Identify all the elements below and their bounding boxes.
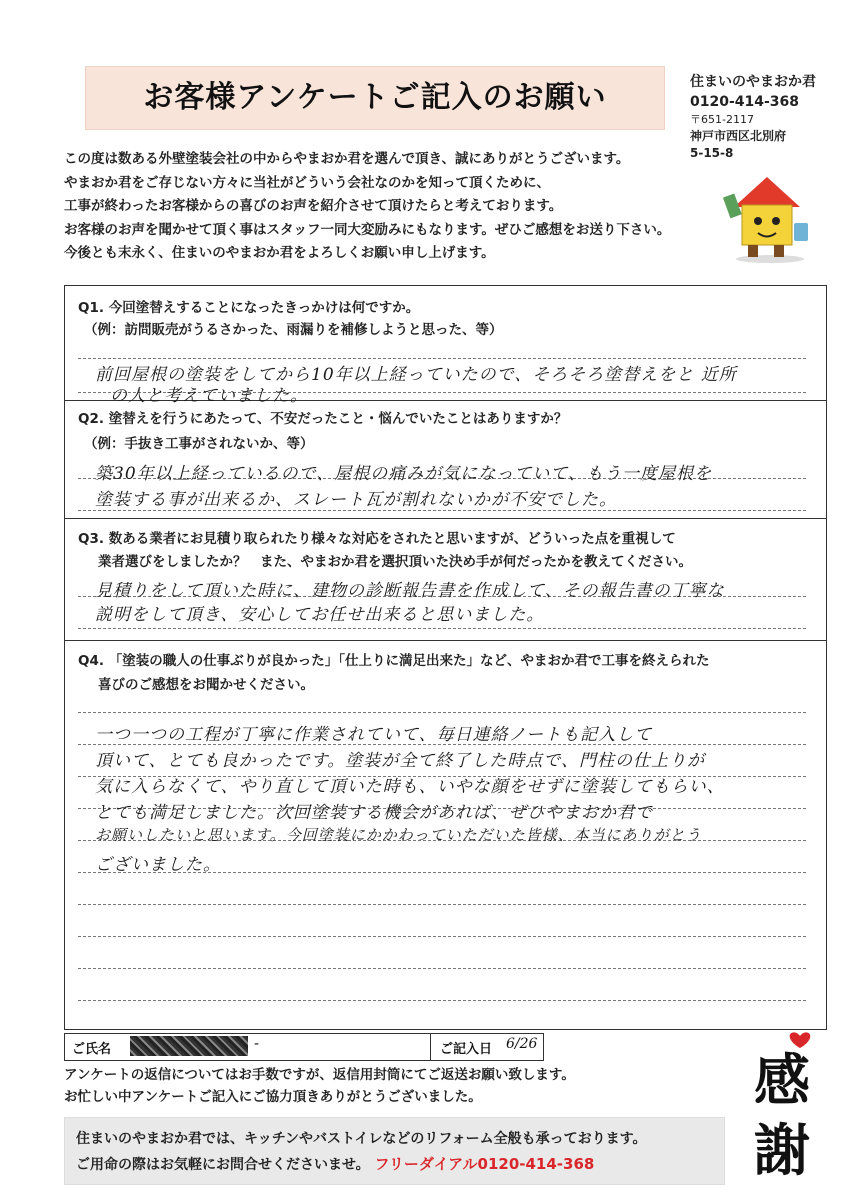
q1-example: （例：訪問販売がうるさかった、雨漏りを補修しようと思った、等） [84, 322, 503, 338]
answer-line [78, 1000, 806, 1001]
q4-answer-line: お願いしたいと思います。今回塗装にかかわっていただいた皆様、本当にありがとう [95, 826, 702, 844]
q4-answer-line: 一つ一つの工程が丁寧に作業されていて、毎日連絡ノートも記入して [95, 725, 653, 745]
intro-text [64, 148, 704, 266]
company-name: 住まいのやまおか君 [690, 74, 816, 90]
date-label: ご記入日 [440, 1042, 493, 1057]
q1-label: Q1. 今回塗替えすることになったきっかけは何ですか。 [78, 300, 420, 316]
q1-answer-line: 前回屋根の塗装をしてから10年以上経っていたので、そろそろ塗替えをと 近所 [95, 365, 737, 385]
footer-text [76, 1127, 647, 1178]
heart-icon [790, 1032, 811, 1048]
q4-answer-line: ございました。 [95, 855, 221, 875]
intro-line: 今後とも末永く、住まいのやまおか君をよろしくお願い申し上げます。 [64, 245, 495, 261]
footer-line: 住まいのやまおか君では、キッチンやバストイレなどのリフォーム全般も承っております。 [76, 1131, 647, 1147]
q2-example: （例：手抜き工事がされないか、等） [84, 436, 314, 452]
stamp-char-2: 謝 [754, 1118, 810, 1184]
q3-label-line1: Q3. 数ある業者にお見積り取られたり様々な対応をされたと思いますが、どういった点を重視して [78, 531, 676, 547]
answer-line [78, 936, 806, 937]
q2-answer-line: 築30年以上経っているので、屋根の痛みが気になっていて、もう一度屋根を [95, 464, 712, 484]
q1-answer-line: の人と考えていました。 [110, 386, 308, 406]
answer-line [78, 358, 806, 359]
name-dash: - [254, 1036, 260, 1052]
date-value: 6/26 [506, 1036, 538, 1052]
q2-answer-line: 塗装する事が出来るか、スレート瓦が割れないかが不安でした。 [95, 490, 617, 510]
q3-answer-line: 見積りをして頂いた時に、建物の診断報告書を作成して、その報告書の丁寧な [95, 581, 725, 601]
intro-line: やまおか君をご存じない方々に当社がどういう会社なのかを知って頂くために、 [64, 174, 550, 191]
company-address-line1: 神戸市西区北別府 [690, 129, 787, 143]
q3-label-line2: 業者選びをしましたか？ また、やまおか君を選択頂いた決め手が何だったかを教えてください。 [98, 554, 692, 570]
name-date-divider [430, 1033, 431, 1061]
q2-label: Q2. 塗替えを行うにあたって、不安だったこと・悩んでいたことはありますか？ [78, 411, 568, 427]
closing-line: お忙しい中アンケートご記入にご協力頂きありがとうございました。 [64, 1089, 482, 1105]
redacted-name [130, 1036, 248, 1056]
intro-line: 工事が終わったお客様からの喜びのお声を紹介させて頂けたらと考えております。 [64, 198, 563, 214]
section-divider [64, 640, 827, 641]
section-divider [64, 518, 827, 519]
name-label: ご氏名 [72, 1042, 112, 1057]
answer-line [78, 712, 806, 713]
closing-line: アンケートの返信についてはお手数ですが、返信用封筒にてご返送お願い致します。 [64, 1067, 575, 1083]
q4-answer-line: とても満足しました。次回塗装する機会があれば、ぜひやまおか君で [95, 803, 653, 823]
company-phone: 0120-414-368 [690, 94, 800, 110]
freedial-number: フリーダイアル0120-414-368 [374, 1155, 595, 1173]
answer-line [78, 628, 806, 629]
closing-text [64, 1064, 575, 1108]
stamp-char-1: 感 [754, 1048, 810, 1114]
house-mascot-icon [722, 165, 812, 265]
intro-line: お客様のお声を聞かせて頂く事はスタッフ一同大変励みにもなります。ぜひご感想をお送り下さい。 [64, 221, 671, 238]
q4-answer-line: 頂いて、とても良かったです。塗装が全て終了した時点で、門柱の仕上りが [95, 751, 705, 771]
answer-line [78, 904, 806, 905]
footer-line [76, 1152, 647, 1178]
company-postal: 〒651-2117 [690, 113, 754, 126]
intro-line: この度は数ある外壁塗装会社の中からやまおか君を選んで頂き、誠にありがとうございます。 [64, 151, 630, 167]
q4-answer-line: 気に入らなくて、やり直して頂いた時も、いやな顔をせずに塗装してもらい、 [95, 777, 725, 797]
q3-answer-line: 説明をして頂き、安心してお任せ出来ると思いました。 [95, 605, 545, 625]
company-address-line2: 5-15-8 [690, 146, 734, 160]
q4-label-line1: Q4. 「塗装の職人の仕事ぶりが良かった」「仕上りに満足出来た」など、やまおか君で工事を終えられた [78, 653, 710, 669]
page-title: お客様アンケートご記入のお願い [143, 80, 607, 115]
company-info [690, 72, 816, 162]
answer-line [78, 510, 806, 511]
footer-contact-text: ご用命の際はお気軽にお問合せくださいませ。 [76, 1157, 370, 1173]
kansha-stamp [738, 1028, 828, 1188]
q4-label-line2: 喜びのご感想をお聞かせください。 [98, 677, 314, 693]
answer-line [78, 968, 806, 969]
